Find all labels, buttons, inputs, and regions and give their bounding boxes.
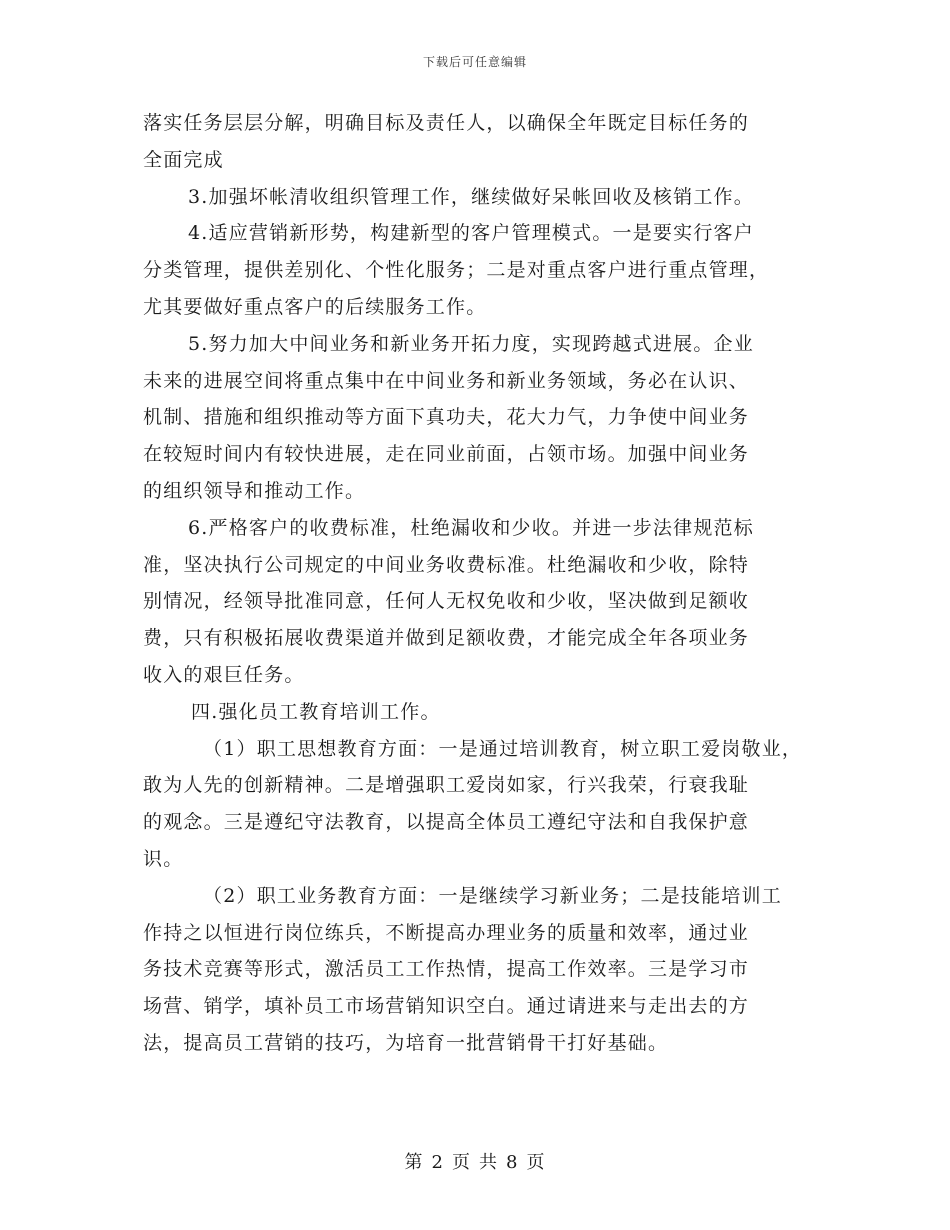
page-header: 下载后可任意编辑 bbox=[422, 55, 527, 69]
text-line: 的组织领导和推动工作。 bbox=[143, 479, 366, 502]
text-line: 落实任务层层分解，明确目标及责任人，以确保全年既定目标任务的 bbox=[143, 112, 750, 134]
text-line: 6.严格客户的收费标准，杜绝漏收和少收。并进一步法律规范标 bbox=[188, 516, 754, 539]
text-line: 分类管理，提供差别化、个性化服务；二是对重点客户进行重点管理， bbox=[143, 259, 770, 282]
document-body bbox=[143, 105, 823, 1062]
text-line: 尤其要做好重点客户的后续服务工作。 bbox=[143, 295, 487, 318]
text-line: 场营、销学，填补员工市场营销知识空白。通过请进来与走出去的方 bbox=[143, 995, 750, 1018]
text-line: 机制、措施和组织推动等方面下真功夫，花大力气，力争使中间业务 bbox=[143, 406, 750, 429]
footer-total-prefix: 共 bbox=[479, 1152, 498, 1173]
text-line: 的观念。三是遵纪守法教育，以提高全体员工遵纪守法和自我保护意 bbox=[143, 811, 750, 834]
footer-page-unit: 页 bbox=[452, 1152, 471, 1173]
text-line: 4.适应营销新形势，构建新型的客户管理模式。一是要实行客户 bbox=[188, 222, 754, 245]
text-line: 未来的进展空间将重点集中在中间业务和新业务领域，务必在认识、 bbox=[143, 369, 750, 392]
footer-prefix: 第 bbox=[404, 1152, 424, 1173]
text-line: 全面完成 bbox=[143, 148, 224, 171]
text-line: 识。 bbox=[143, 847, 184, 870]
footer-page-number: 2 bbox=[431, 1152, 444, 1173]
text-line: 准，坚决执行公司规定的中间业务收费标准。杜绝漏收和少收，除特 bbox=[143, 553, 750, 576]
text-line: 作持之以恒进行岗位练兵，不断提高办理业务的质量和效率，通过业 bbox=[143, 921, 750, 944]
text-line: 别情况，经领导批准同意，任何人无权免收和少收，坚决做到足额收 bbox=[143, 590, 750, 613]
text-line: 务技术竞赛等形式，激活员工工作热情，提高工作效率。三是学习市 bbox=[143, 958, 750, 981]
text-line: （1）职工思想教育方面：一是通过培训教育，树立职工爱岗敬业， bbox=[203, 737, 803, 760]
text-line: 敢为人先的创新精神。二是增强职工爱岗如家，行兴我荣，行衰我耻 bbox=[143, 774, 750, 797]
text-line: 在较短时间内有较快进展，走在同业前面，占领市场。加强中间业务 bbox=[143, 443, 750, 466]
text-line: 四.强化员工教育培训工作。 bbox=[191, 700, 441, 723]
footer-total-unit: 页 bbox=[526, 1152, 546, 1173]
text-line: 收入的艰巨任务。 bbox=[143, 663, 305, 686]
text-line: （2）职工业务教育方面：一是继续学习新业务；二是技能培训工 bbox=[203, 884, 782, 907]
footer-total-pages: 8 bbox=[506, 1152, 519, 1173]
text-line: 费，只有积极拓展收费渠道并做到足额收费，才能完成全年各项业务 bbox=[143, 627, 750, 650]
page-footer bbox=[0, 1148, 950, 1174]
text-line: 3.加强坏帐清收组织管理工作，继续做好呆帐回收及核销工作。 bbox=[188, 185, 754, 208]
text-line: 法，提高员工营销的技巧，为培育一批营销骨干打好基础。 bbox=[143, 1031, 669, 1054]
text-line: 5.努力加大中间业务和新业务开拓力度，实现跨越式进展。企业 bbox=[188, 332, 754, 355]
